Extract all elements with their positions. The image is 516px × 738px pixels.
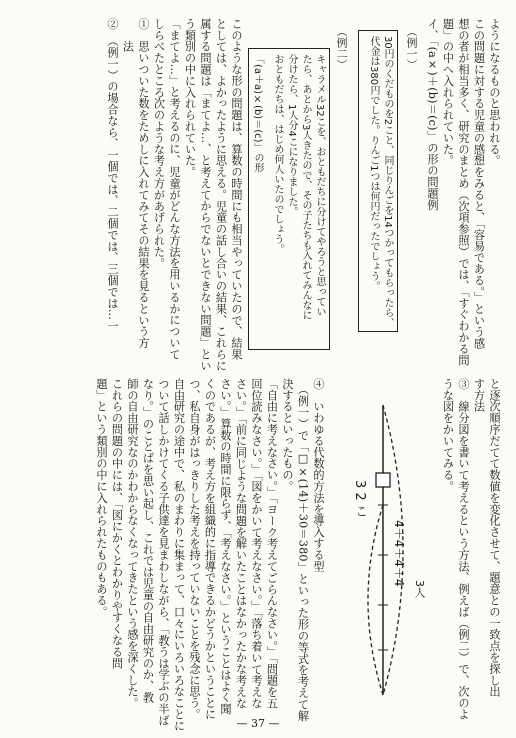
text-line: （例一）で「□×(14)＋30＝380」といった形の等式を考えて解 — [296, 378, 310, 722]
example-2-text — [250, 54, 326, 344]
text-line: ② （例一）の場合なら、一個では、二個では、三個では…一 — [106, 18, 119, 332]
top-text-block-2 — [105, 18, 245, 372]
text-line: う類別の中に入れられていた。 — [183, 18, 197, 178]
text-line: 題」の中へ入れられていた。 — [441, 18, 455, 167]
example-line: 代金は380円でした。りんご1つは何円だったでしょう。 — [368, 36, 379, 292]
text-line: ① 思いついた数をためしに入れてみてその結果を見るという方 — [137, 18, 150, 349]
text-line: 属する問題は「まてよ…、と考えてからでないとできない問題」とい — [199, 18, 212, 372]
text-line: 法 — [121, 18, 135, 53]
text-line: うな図をかいてみる。 — [441, 378, 455, 492]
diagram-top-label: 3 2 こ — [352, 480, 367, 518]
text-line: 「自由に考えなさい。」「ヨーク考えてごらんなさい。」「問題を五 — [265, 378, 279, 709]
text-line: イ、「(a×)＋(b)＝(c)」の形の問題例 — [426, 18, 439, 211]
example-line: 30円のくだものを2こと、同じりんごを14つかってもらったら、 — [382, 36, 393, 328]
line-segment-diagram — [338, 395, 428, 705]
top-text-block-1 — [425, 18, 503, 366]
text-line: なり。」のことばを思い起し、これでは児童の自由研究のか、教 — [141, 378, 155, 703]
text-line: ついて話しかけてくる子供達を見まわしながら、「教うは学ぶの半ば — [157, 378, 170, 726]
text-line: さい。」「前に同じような問題を解いたことはなかったかな考えな — [234, 378, 248, 709]
example-1-label: （例一） — [405, 26, 418, 70]
example-1-text — [366, 36, 394, 326]
text-line: 自由研究の途中で、私のまわりに集まって、口々にいろいろなことに — [172, 378, 186, 732]
diagram-unknown-box — [376, 473, 390, 487]
example-line: キャラメル32こを、おともだちに分けてやろうと思ってい — [314, 54, 325, 317]
diagram-bottom-label: 4＋4＋4＋4 — [392, 520, 406, 587]
diagram-under-label: 3人 — [413, 580, 426, 598]
text-line: と逐次順序だてて数値を変化させて、題意との一致点を探し出 — [488, 378, 501, 698]
text-line: ④ いわゆる代数的方法を導入する型 — [312, 378, 325, 572]
text-line: くのであるが、考え方を組織的に指導できるかどうかということに — [203, 378, 217, 720]
example-line: たら、あとから3人きたので、その子たちも入れてみんなに — [300, 54, 311, 321]
text-line: 師の自由研究なのかわからなくなってきたという感を深くした。 — [126, 378, 139, 709]
example-2-label: （例二） — [335, 26, 348, 70]
text-line: ようになるものと思われる。 — [488, 18, 501, 167]
page-number: — 37 — — [236, 717, 280, 730]
text-line: 「まてよ…」と考えるのに、児童がどんな方法を用いるかについて — [168, 18, 181, 360]
text-line: しらべたところ次のような考え方があげられた。 — [152, 18, 166, 269]
text-line: 想の者が相当多く、研究のまとめ（次項参照）では、「すぐわかる問 — [457, 18, 470, 366]
text-line: これらの問題の中には、「図にかくとわかりやすくなる問 — [110, 378, 124, 669]
text-line: つ、私自身がはっきりした考えを持っていないことを残念に思う。 — [188, 378, 201, 720]
example-line: おともだちは、はじめ何人いたのでしょう。 — [272, 54, 283, 254]
text-line: このような形の問題は、算数の時間にも相当やっていたので、結果 — [230, 18, 243, 360]
text-line: この問題に対する児童の感想をみると、「容易である。」という感 — [472, 18, 486, 349]
text-line: 回位読みなさい。」「図をかいて考えなさい。」「落ち着いて考えな — [250, 378, 263, 709]
example-line: 「(a＋a)×(b)＝(c)」の形 — [252, 54, 263, 173]
text-line: 題」という類別の中に入れられたものもある。 — [95, 378, 108, 618]
diagram-bottom-arc — [368, 505, 383, 695]
text-line: ③ 線分図を書いて考えるという方法、例えば（例二）で、次のよ — [457, 378, 470, 720]
text-line: としては、よかったように思える。児童の話し合いの結果、これらに — [214, 18, 228, 372]
text-line: す方法 — [472, 378, 486, 413]
bottom-right-text — [440, 378, 502, 720]
text-line: さい。」算数の時間に限らず、「考えなさい。」ということはよく聞 — [219, 378, 232, 715]
text-line: 決するといったもの。 — [281, 378, 294, 492]
example-line: 分けたら、1人分4こになりました。 — [286, 54, 297, 217]
